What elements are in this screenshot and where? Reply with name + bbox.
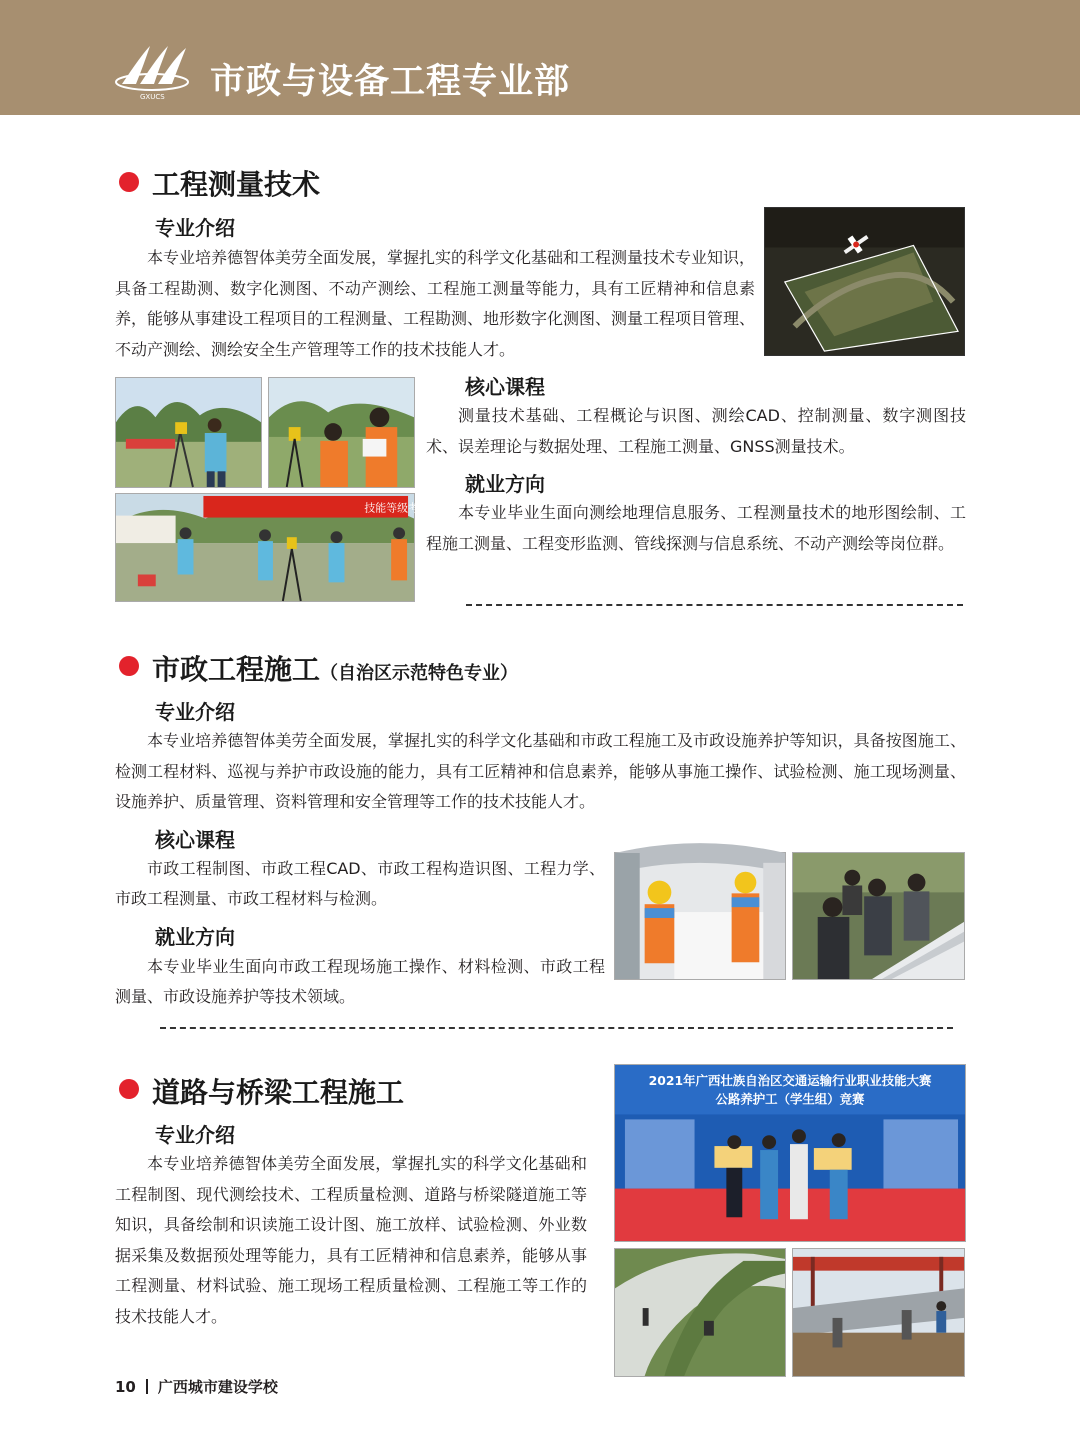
bridge-photo — [792, 1248, 965, 1377]
footer-divider — [146, 1379, 148, 1394]
intro-text: 本专业培养德智体美劳全面发展，掌握扎实的科学文化基础和工程测量技术专业知识，具备工程勘测、数字化测图、不动产测绘、工程施工测量等能力，具有工匠精神和信息素养，能够从事建设工程项目的工程测量、工程勘测、地形数字化测图、测量工程项目管理、不动产测绘、测绘安全生产管理等工作的技术技能人才。 — [115, 248, 756, 359]
competition-title-2: 公路养护工（学生组）竞赛 — [715, 1091, 865, 1107]
career-text: 本专业毕业生面向市政工程现场施工操作、材料检测、市政工程测量、市政设施养护等技术领域。 — [115, 957, 605, 1006]
intro-heading: 专业介绍 — [155, 700, 235, 724]
photo-banner-text: 技能等级考试 — [364, 501, 430, 515]
career-heading: 就业方向 — [465, 472, 545, 496]
school-logo — [112, 44, 192, 102]
competition-title-1: 2021年广西壮族自治区交通运输行业职业技能大赛 — [648, 1072, 932, 1088]
intro-heading: 专业介绍 — [155, 1123, 235, 1147]
career-heading: 就业方向 — [155, 925, 235, 949]
section-bullet — [119, 1079, 139, 1099]
surveying-photo-3 — [115, 493, 430, 602]
department-title: 市政与设备工程专业部 — [210, 61, 571, 102]
section-bullet — [119, 172, 139, 192]
section-divider — [160, 1027, 953, 1029]
section-title-road-bridge: 道路与桥梁工程施工 — [152, 1076, 405, 1109]
municipal-photo-1 — [614, 852, 786, 980]
surveying-photo-1 — [115, 377, 262, 488]
intro-text: 本专业培养德智体美劳全面发展，掌握扎实的科学文化基础和工程制图、现代测绘技术、工程质量检测、道路与桥梁隧道施工等知识，具备绘制和识读施工设计图、施工放样、试验检测、外业数据采集及数据预处理等能力，具有工匠精神和信息素养，能够从事工程测量、材料试验、施工现场工程质量检测、工程施工等工作的技术技能人才。 — [115, 1154, 587, 1326]
competition-photo — [614, 1064, 966, 1242]
logo-text: GXUCS — [140, 93, 165, 101]
core-heading: 核心课程 — [155, 828, 235, 852]
section-bullet — [119, 656, 139, 676]
section-divider — [466, 604, 963, 606]
intro-heading: 专业介绍 — [155, 216, 235, 240]
section-title-text: 市政工程施工 — [152, 653, 321, 686]
core-heading: 核心课程 — [465, 375, 545, 399]
section-title-municipal — [152, 648, 518, 688]
school-name: 广西城市建设学校 — [157, 1378, 278, 1396]
section-title-surveying: 工程测量技术 — [152, 168, 321, 201]
page-number: 10 — [115, 1378, 136, 1396]
municipal-photo-2 — [792, 852, 965, 980]
road-photo — [614, 1248, 786, 1377]
page-footer — [115, 1376, 278, 1397]
page-header — [0, 0, 1080, 115]
career-text: 本专业毕业生面向测绘地理信息服务、工程测量技术的地形图绘制、工程施工测量、工程变形监测、管线探测与信息系统、不动产测绘等岗位群。 — [426, 503, 966, 553]
intro-text: 本专业培养德智体美劳全面发展，掌握扎实的科学文化基础和市政工程施工及市政设施养护等知识，具备按图施工、检测工程材料、巡视与养护市政设施的能力，具有工匠精神和信息素养，能够从事施工操作、试验检测、施工现场测量、设施养护、质量管理、资料管理和安全管理等工作的技术技能人才。 — [115, 731, 966, 811]
section-title-note: （自治区示范特色专业） — [320, 663, 519, 684]
core-text: 市政工程制图、市政工程CAD、市政工程构造识图、工程力学、市政工程测量、市政工程材料与检测。 — [115, 859, 605, 908]
surveying-photo-2 — [268, 377, 415, 488]
drone-photo — [764, 207, 965, 356]
core-text: 测量技术基础、工程概论与识图、测绘CAD、控制测量、数字测图技术、误差理论与数据处理、工程施工测量、GNSS测量技术。 — [426, 406, 966, 456]
